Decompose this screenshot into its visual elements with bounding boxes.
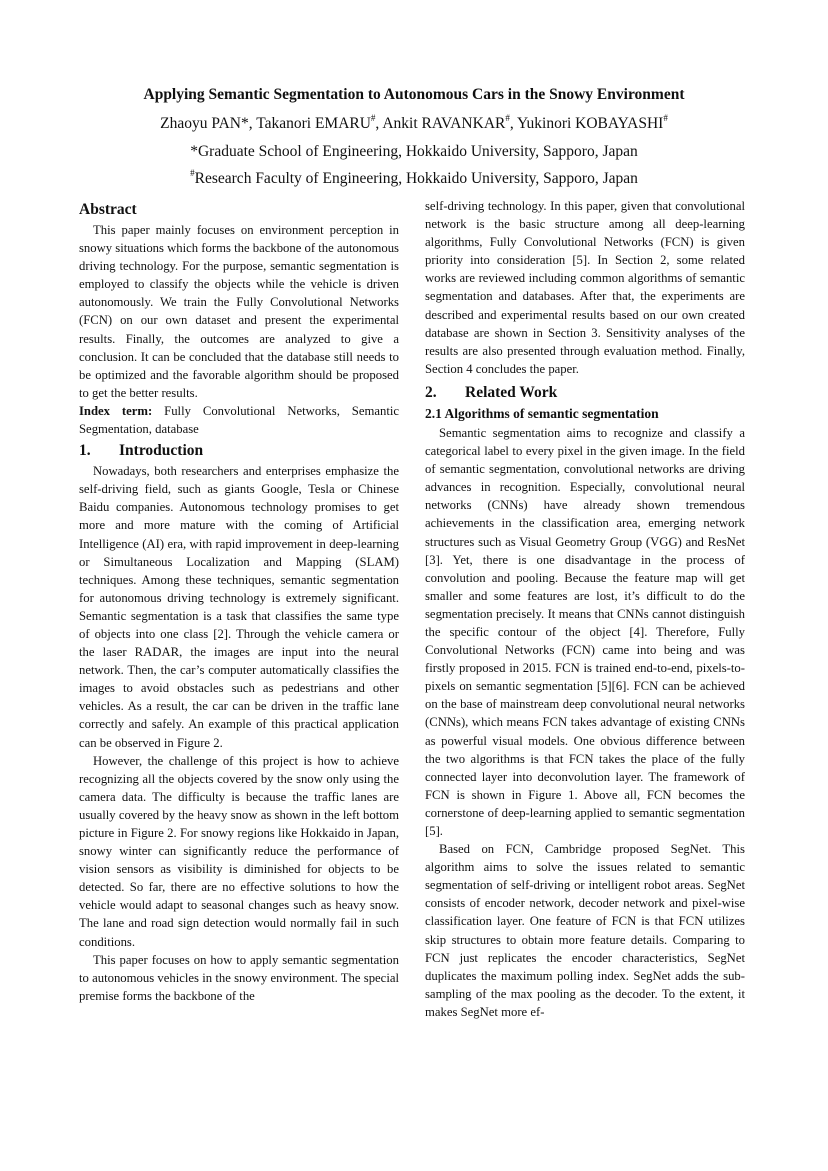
affiliation-2-mark: # bbox=[190, 167, 195, 178]
left-column bbox=[79, 197, 399, 1005]
section-title: Introduction bbox=[119, 442, 204, 460]
affiliation-2-text: Research Faculty of Engineering, Hokkaido University, Sapporo, Japan bbox=[194, 170, 638, 187]
author-sep: , bbox=[375, 115, 383, 132]
affiliation-1: *Graduate School of Engineering, Hokkaido University, Sapporo, Japan bbox=[190, 143, 638, 160]
author-list bbox=[0, 113, 828, 135]
author-sep: , bbox=[509, 115, 518, 132]
subsection-heading: 2.1 Algorithms of semantic segmentation bbox=[425, 405, 659, 421]
index-terms bbox=[79, 402, 399, 438]
index-terms-label: Index term: bbox=[79, 403, 153, 418]
author-1: Zhaoyu PAN*, bbox=[160, 115, 257, 132]
paper-title: Applying Semantic Segmentation to Autonomous Cars in the Snowy Environment bbox=[143, 86, 685, 103]
right-column bbox=[425, 197, 745, 1021]
intro-paragraph-3-continued: self-driving technology. In this paper, given that convolutional network is the basic structure among all deep-learning algorithms, Fully Convolutional Networks (FCN) is given priority into consideration [5]. In Section 2, some related works are reviewed including common algorithms of semantic segmentation and databases. After that, the experiments are described and experimental results based on our own created database are shown in Section 3. Sensitivity analyses of the results are also presented through evaluation method. Finally, Section 4 concludes the paper. bbox=[425, 199, 745, 376]
related-paragraph-2: Based on FCN, Cambridge proposed SegNet. This algorithm aims to solve the issues related to semantic segmentation of self-driving or intelligent robot areas. SegNet consists of encoder network, decoder network and pixel-wise classification layer. One feature of FCN is that FCN utilizes skip structures to obtain more feature details. Comparing to FCN just replicates the encoder characteristics, SegNet duplicates the maximum polling index. SegNet adds the sub-sampling of the max pooling as the decoder. To the extent, it makes SegNet more ef- bbox=[425, 842, 745, 1019]
section-number: 1. bbox=[79, 442, 91, 460]
author-2: Takanori EMARU bbox=[256, 115, 371, 132]
author-3-mark: # bbox=[505, 112, 510, 123]
abstract-text: This paper mainly focuses on environment perception in snowy situations which forms the backbone of the autonomous driving technology. For the purpose, semantic segmentation is employed to classify the objects while the vehicle is driven autonomously. We train the Fully Convolutional Networks (FCN) on our own dataset and present the experimental results. Finally, the outcomes are analyzed to give a conclusion. It can be concluded that the database still needs to be optimized and the favorable algorithm should be proposed to get the better results. bbox=[79, 223, 399, 400]
author-3: Ankit RAVANKAR bbox=[382, 115, 506, 132]
author-2-mark: # bbox=[370, 112, 376, 123]
intro-paragraph-3: This paper focuses on how to apply semantic segmentation to autonomous vehicles in the snowy environment. The special premise forms the backbone of the bbox=[79, 952, 399, 1003]
author-4-mark: # bbox=[663, 112, 668, 123]
affiliation-2 bbox=[0, 168, 828, 190]
author-4: Yukinori KOBAYASHI bbox=[517, 115, 664, 132]
section-heading-related-work bbox=[425, 382, 745, 404]
abstract-heading: Abstract bbox=[79, 201, 137, 218]
section-title: Related Work bbox=[465, 383, 558, 401]
intro-paragraph-2: However, the challenge of this project is how to achieve recognizing all the objects covered by the snow only using the camera data. The difficulty is because the traffic lanes are usually covered by the heavy snow as shown in the left bottom picture in Figure 2. For snowy regions like Hokkaido in Japan, snowy winter can significantly reduce the performance of vision sensors as visibility is diminished for objects to be detected. So far, there are no effective solutions to how the vehicle would adapt to seasonal changes such as heavy snow. The lane and road sign detection would normally fail in such conditions. bbox=[79, 753, 399, 949]
index-terms-text: Fully Convolutional Networks, Semantic Segmentation, database bbox=[79, 403, 399, 437]
intro-paragraph-1: Nowadays, both researchers and enterprises emphasize the self-driving field, such as giants Google, Tesla or Chinese Baidu companies. Autonomous technology promises to get more and more mature with the coming of Artificial Intelligence (AI) era, with rapid improvement in deep-learning or Simultaneous Localization and Mapping (SLAM) techniques. Among these techniques, semantic segmentation for autonomous driving technology is extremely significant. Semantic segmentation is a task that classifies the same type of objects into one class [2]. Through the vehicle camera or the laser RADAR, the images are input into the neural network. Then, the car’s computer automatically classifies the images to avoid obstacles such as pedestrians and other vehicles. As a result, the car can be driven in the traffic lane correctly and safely. An example of this practical application can be observed in Figure 2. bbox=[79, 464, 399, 750]
section-heading-introduction bbox=[79, 440, 399, 462]
related-paragraph-1: Semantic segmentation aims to recognize and classify a categorical label to every pixel in the given image. In the field of semantic segmentation, convolutional networks are driving advances in recognition. Especially, convolutional neural networks (CNNs) have already shown tremendous achievements in the classification area, emerging network structures such as Visual Geometry Group (VGG) and ResNet [3]. Yet, there is one disadvantage in the process of convolution and pooling. Because the feature map will get smaller and some features are lost, it’s difficult to do the segmentation precisely. It means that CNNs cannot distinguish the specific contour of the object [4]. Therefore, Fully Convolutional Networks (FCN) came into being and was firstly proposed in 2015. FCN is trained end-to-end, pixels-to-pixels on semantic segmentation [5][6]. FCN can be achieved on the base of mainstream deep convolutional neural networks (CNNs), which means FCN takes advantage of existing CNNs as powerful visual models. One obvious difference between the two algorithms is that FCN takes the place of the fully connected layer into deconvolution layer. The framework of FCN is shown in Figure 1. Above all, FCN becomes the cornerstone of deep-learning applied to semantic segmentation [5]. bbox=[425, 425, 745, 838]
section-number: 2. bbox=[425, 383, 437, 401]
